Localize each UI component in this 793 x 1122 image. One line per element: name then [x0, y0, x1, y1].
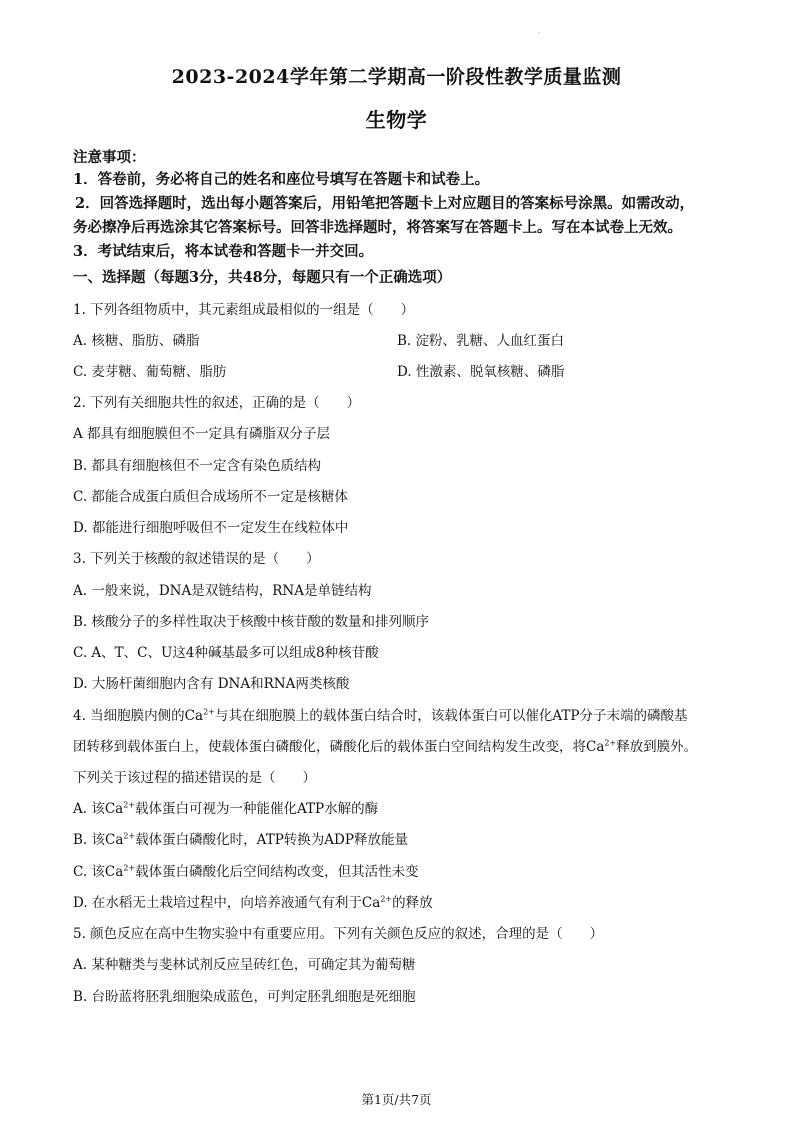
q4-stem-text: 4. 当细胞膜内侧的Ca — [73, 708, 204, 724]
q1-stem: 1. 下列各组物质中，其元素组成最相似的一组是（ ） — [73, 302, 415, 318]
q2-stem: 2. 下列有关细胞共性的叙述，正确的是（ ） — [73, 395, 361, 411]
notice-heading: 注意事项： — [73, 149, 146, 166]
q5-stem: 5. 颜色反应在高中生物实验中有重要应用。下列有关颜色反应的叙述，合理的是（ ） — [73, 926, 604, 942]
option-text: 载体蛋白磷酸化后空间结构改变，但其活性未变 — [135, 864, 419, 880]
q4-option-a — [73, 797, 378, 817]
q4-stem-text: 团转移到载体蛋白上，使载体蛋白磷酸化，磷酸化后的载体蛋白空间结构发生改变，将Ca — [73, 739, 605, 755]
q4-stem-line2 — [73, 735, 697, 755]
option-text: 载体蛋白可视为一种能催化ATP水解的酶 — [135, 801, 379, 817]
option-text: C. 该Ca — [73, 864, 124, 880]
charge-superscript: 2+ — [380, 894, 393, 904]
option-text: A. 该Ca — [73, 801, 124, 817]
q1-option-b: B. 淀粉、乳糖、人血红蛋白 — [397, 333, 565, 349]
option-text: 载体蛋白磷酸化时，ATP转换为ADP释放能量 — [135, 832, 408, 848]
charge-superscript: 2+ — [604, 738, 617, 748]
q2-option-c: C. 都能合成蛋白质但合成场所不一定是核糖体 — [73, 489, 348, 505]
subject-title: 生物学 — [365, 108, 428, 132]
q4-stem-text: 释放到膜外。 — [616, 739, 698, 755]
notice-item: 2．回答选择题时，选出每小题答案后，用铅笔把答题卡上对应题目的答案标号涂黑。如需改动， — [75, 195, 695, 212]
charge-superscript: 2+ — [123, 800, 136, 810]
notice-item: 1．答卷前，务必将自己的姓名和座位号填写在答题卡和试卷上。 — [73, 171, 490, 188]
page-footer: 第1页/共7页 — [361, 1092, 432, 1107]
charge-superscript: 2+ — [203, 707, 215, 717]
q4-stem-line3: 下列关于该过程的描述错误的是（ ） — [73, 770, 316, 786]
q4-option-c — [73, 860, 419, 880]
q1-option-d: D. 性激素、脱氧核糖、磷脂 — [397, 364, 565, 380]
q5-option-b: B. 台盼蓝将胚乳细胞染成蓝色，可判定胚乳细胞是死细胞 — [73, 989, 416, 1005]
q3-option-c: C. A、T、C、U这4种碱基最多可以组成8种核苷酸 — [73, 645, 379, 661]
q1-option-c: C. 麦芽糖、葡萄糖、脂肪 — [73, 364, 227, 380]
q1-option-a: A. 核糖、脂肪、磷脂 — [73, 333, 200, 349]
exam-title: 2023-2024学年第二学期高一阶段性教学质量监测 — [171, 66, 622, 88]
notice-item: 3．考试结束后，将本试卷和答题卡一并交回。 — [73, 243, 374, 260]
option-text: D. 在水稻无土栽培过程中，向培养液通气有利于Ca — [73, 895, 381, 911]
q2-option-d: D. 都能进行细胞呼吸但不一定发生在线粒体中 — [73, 520, 349, 536]
scan-speck: · — [538, 30, 540, 37]
option-text: B. 该Ca — [73, 832, 124, 848]
q2-option-b: B. 都具有细胞核但不一定含有染色质结构 — [73, 458, 322, 474]
q5-option-a: A. 某种糖类与斐林试剂反应呈砖红色，可确定其为葡萄糖 — [73, 957, 416, 973]
q3-stem: 3. 下列关于核酸的叙述错误的是（ ） — [73, 551, 320, 567]
q3-option-a: A. 一般来说，DNA是双链结构，RNA是单链结构 — [73, 583, 372, 599]
q4-option-d — [73, 891, 433, 911]
q2-option-a: A 都具有细胞膜但不一定具有磷脂双分子层 — [73, 426, 331, 442]
charge-superscript: 2+ — [123, 831, 136, 841]
q4-stem-text: 与其在细胞膜上的载体蛋白结合时，该载体蛋白可以催化ATP分子末端的磷酸基 — [214, 708, 688, 724]
q4-stem-line1 — [73, 704, 687, 724]
charge-superscript: 2+ — [123, 863, 136, 873]
q4-option-b — [73, 828, 408, 848]
section-heading: 一、选择题（每题3分，共48分，每题只有一个正确选项） — [73, 269, 452, 286]
notice-item: 务必擦净后再选涂其它答案标号。回答非选择题时，将答案写在答题卡上。写在本试卷上无效。 — [73, 219, 682, 236]
option-text: 的释放 — [392, 895, 433, 911]
q3-option-d: D. 大肠杆菌细胞内含有 DNA和RNA两类核酸 — [73, 676, 350, 692]
q3-option-b: B. 核酸分子的多样性取决于核酸中核苷酸的数量和排列顺序 — [73, 614, 430, 630]
